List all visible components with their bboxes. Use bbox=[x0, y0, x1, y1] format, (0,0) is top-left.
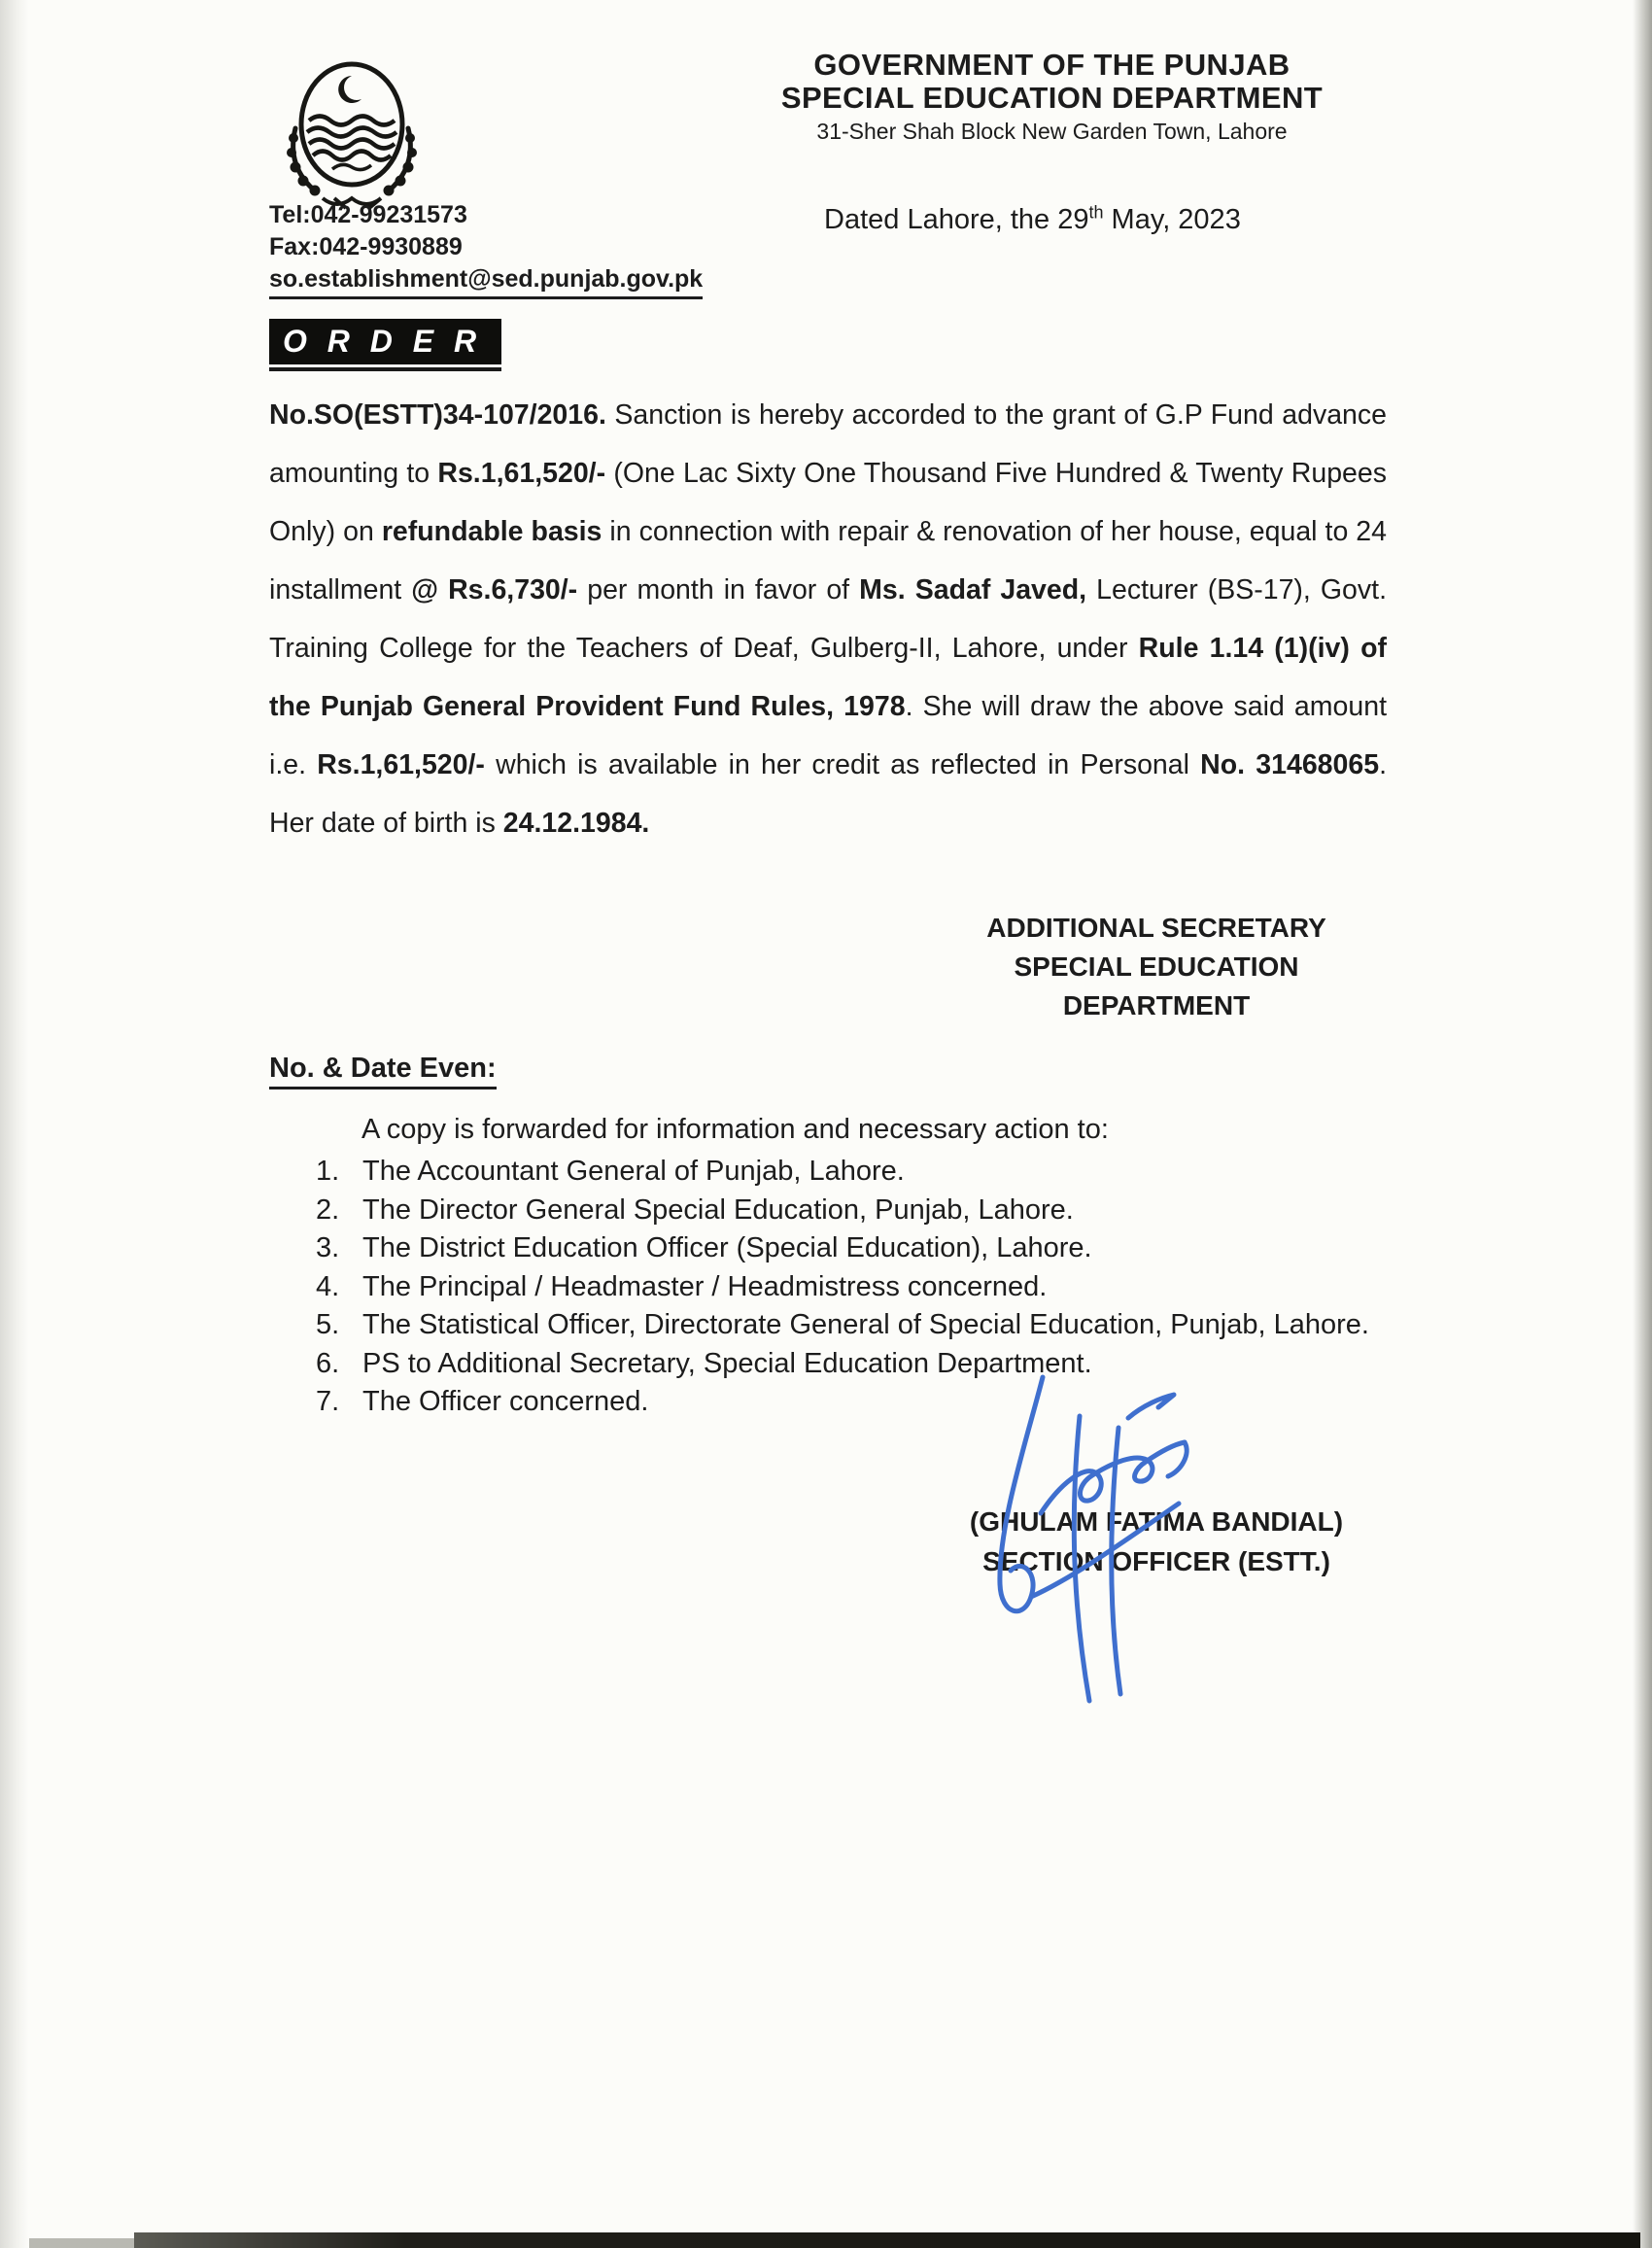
cc-item-number: 3. bbox=[316, 1232, 340, 1263]
cc-item-text: PS to Additional Secretary, Special Education Department. bbox=[362, 1347, 1092, 1379]
cc-list-item bbox=[316, 1383, 1393, 1421]
date-prefix: Dated Lahore, the 29 bbox=[824, 204, 1089, 235]
order-heading-underline bbox=[269, 319, 501, 371]
order-text-bold-segment: Ms. Sadaf Javed, bbox=[859, 574, 1087, 605]
cc-item-number: 5. bbox=[316, 1309, 340, 1340]
order-text-bold-segment: refundable basis bbox=[381, 516, 602, 547]
tel-number: Tel:042-99231573 bbox=[269, 201, 467, 228]
order-text-segment: in connection with repair & renovation of her house, equal to 24 installment bbox=[269, 516, 1388, 605]
cc-item-text: The Accountant General of Punjab, Lahore. bbox=[362, 1156, 905, 1187]
scan-edge-right bbox=[1633, 0, 1652, 2248]
order-text-segment: per month in favor of bbox=[577, 574, 860, 605]
order-text-bold-segment: No.SO(ESTT)34-107/2016. bbox=[269, 399, 606, 431]
cc-item-text: The Principal / Headmaster / Headmistress concerned. bbox=[362, 1270, 1048, 1302]
order-text-bold-segment: Rs.1,61,520/- bbox=[317, 749, 485, 780]
cc-list-item bbox=[316, 1192, 1393, 1229]
order-body-paragraph bbox=[269, 386, 1387, 852]
cc-item-number: 1. bbox=[316, 1156, 340, 1187]
order-text-segment: . Her date of birth is bbox=[269, 749, 1388, 839]
date-line bbox=[824, 204, 1241, 236]
date-ordinal-suffix: th bbox=[1088, 202, 1104, 223]
cc-list-item bbox=[316, 1345, 1393, 1383]
signatory-designation-line3: DEPARTMENT bbox=[1062, 990, 1251, 1020]
fax-number: Fax:042-9930889 bbox=[269, 233, 463, 260]
cc-item-text: The Officer concerned. bbox=[362, 1386, 649, 1417]
punjab-government-crest-icon bbox=[255, 60, 449, 216]
cc-item-text: The Director General Special Education, Punjab, Lahore. bbox=[362, 1193, 1074, 1226]
cc-list-item bbox=[316, 1306, 1393, 1344]
department-name: SPECIAL EDUCATION DEPARTMENT bbox=[780, 81, 1324, 115]
order-text-bold-segment: @ Rs.6,730/- bbox=[411, 574, 578, 605]
scan-shadow-bottom bbox=[134, 2232, 1640, 2248]
signing-officer-block bbox=[904, 1502, 1409, 1581]
letterhead-org-block bbox=[544, 49, 1560, 146]
order-text-segment: Sanction is hereby accorded to the grant of G.P Fund advance amounting to bbox=[269, 399, 1387, 489]
cc-item-text: The Statistical Officer, Directorate General of Special Education, Punjab, Lahore. bbox=[362, 1309, 1369, 1340]
cc-intro-line: A copy is forwarded for information and necessary action to: bbox=[361, 1114, 1109, 1145]
signatory-designation-line1: ADDITIONAL SECRETARY bbox=[986, 913, 1326, 943]
order-text-segment: which is available in her credit as reflected in Personal bbox=[484, 749, 1201, 780]
date-suffix: May, 2023 bbox=[1103, 204, 1241, 235]
cc-list-item bbox=[316, 1229, 1393, 1267]
order-text-segment: (One Lac Sixty One Thousand Five Hundred & Twenty Rupees Only) on bbox=[269, 458, 1387, 547]
order-text-bold-segment: No. 31468065 bbox=[1200, 749, 1380, 780]
signing-officer-title: SECTION OFFICER (ESTT.) bbox=[982, 1546, 1330, 1576]
cc-item-number: 4. bbox=[316, 1270, 340, 1302]
order-text-segment: Lecturer (BS-17), Govt. Training College for the Teachers of Deaf, Gulberg-II, Lahore, under bbox=[269, 574, 1387, 664]
contact-block bbox=[269, 199, 703, 299]
order-text-bold-segment: 24.12.1984. bbox=[502, 808, 650, 839]
cc-item-number: 6. bbox=[316, 1347, 340, 1379]
scan-shadow-bottom-left bbox=[29, 2238, 134, 2248]
order-text-segment: . She will draw the above said amount i.e. bbox=[269, 691, 1387, 780]
no-and-date-even-heading: No. & Date Even: bbox=[269, 1053, 497, 1089]
cc-recipient-list bbox=[316, 1153, 1393, 1422]
order-text-bold-segment: Rs.1,61,520/- bbox=[437, 458, 606, 489]
signatory-designation-line2: SPECIAL EDUCATION bbox=[1014, 951, 1299, 982]
government-name: GOVERNMENT OF THE PUNJAB bbox=[813, 48, 1291, 82]
cc-list-item bbox=[316, 1268, 1393, 1306]
order-text-bold-segment: Rule 1.14 (1)(iv) of the Punjab General Provident Fund Rules, 1978 bbox=[269, 633, 1387, 722]
email-address: so.establishment@sed.punjab.gov.pk bbox=[269, 263, 703, 299]
signatory-designation-block bbox=[962, 909, 1351, 1025]
cc-item-number: 2. bbox=[316, 1193, 340, 1226]
scan-edge-left bbox=[0, 0, 29, 2248]
order-heading: O R D E R bbox=[269, 319, 501, 364]
signing-officer-name: (GHULAM FATIMA BANDIAL) bbox=[969, 1506, 1344, 1537]
cc-item-number: 7. bbox=[316, 1386, 340, 1417]
department-address: 31-Sher Shah Block New Garden Town, Lahore bbox=[816, 119, 1288, 144]
cc-item-text: The District Education Officer (Special Education), Lahore. bbox=[362, 1232, 1092, 1263]
cc-list-item bbox=[316, 1153, 1393, 1191]
